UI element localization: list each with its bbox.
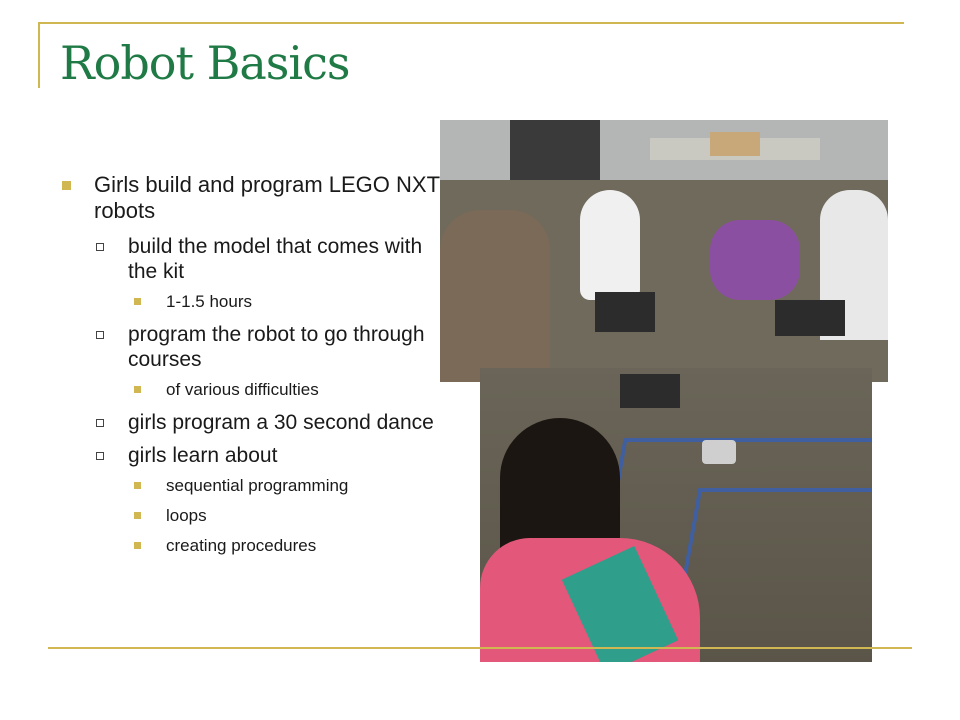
hollow-square-bullet-icon — [96, 419, 104, 427]
bullet-text: program the robot to go through courses — [128, 323, 425, 371]
bullet-text: creating procedures — [166, 536, 317, 555]
bullet-item — [60, 506, 440, 526]
photo-box — [710, 132, 760, 156]
bullet-item — [60, 172, 440, 224]
bullet-text: girls learn about — [128, 444, 278, 467]
small-square-bullet-icon — [134, 482, 141, 489]
bullet-item — [60, 476, 440, 496]
bullet-list — [60, 172, 440, 566]
bullet-item — [60, 380, 440, 400]
bottom-rule — [48, 647, 912, 649]
photo-person-right — [710, 220, 800, 300]
top-rule — [40, 22, 904, 24]
left-rule — [38, 22, 40, 88]
classroom-photo — [440, 120, 888, 382]
small-square-bullet-icon — [134, 386, 141, 393]
hollow-square-bullet-icon — [96, 331, 104, 339]
bullet-item — [60, 536, 440, 556]
bullet-item — [60, 410, 440, 435]
photo-person-center — [580, 190, 640, 300]
bullet-text: 1-1.5 hours — [166, 292, 252, 311]
bullet-text: of various difficulties — [166, 380, 319, 399]
small-square-bullet-icon — [134, 512, 141, 519]
photo-laptop-2 — [775, 300, 845, 336]
photo-laptop — [620, 374, 680, 408]
robot-course-photo — [480, 368, 872, 662]
bullet-text: girls program a 30 second dance — [128, 411, 434, 434]
slide-title: Robot Basics — [60, 36, 350, 90]
hollow-square-bullet-icon — [96, 243, 104, 251]
photo-person-left — [440, 210, 550, 382]
bullet-text: build the model that comes with the kit — [128, 235, 423, 283]
bullet-item — [60, 443, 440, 468]
bullet-item — [60, 292, 440, 312]
small-square-bullet-icon — [134, 542, 141, 549]
square-bullet-icon — [62, 181, 71, 190]
photo-robot — [702, 440, 736, 464]
photo-doorway — [510, 120, 600, 180]
bullet-text: Girls build and program LEGO NXT robots — [94, 172, 440, 223]
bullet-text: sequential programming — [166, 476, 349, 495]
bullet-text: loops — [166, 506, 207, 525]
bullet-item — [60, 322, 440, 372]
bullet-item — [60, 234, 440, 284]
small-square-bullet-icon — [134, 298, 141, 305]
photo-laptop-1 — [595, 292, 655, 332]
hollow-square-bullet-icon — [96, 452, 104, 460]
